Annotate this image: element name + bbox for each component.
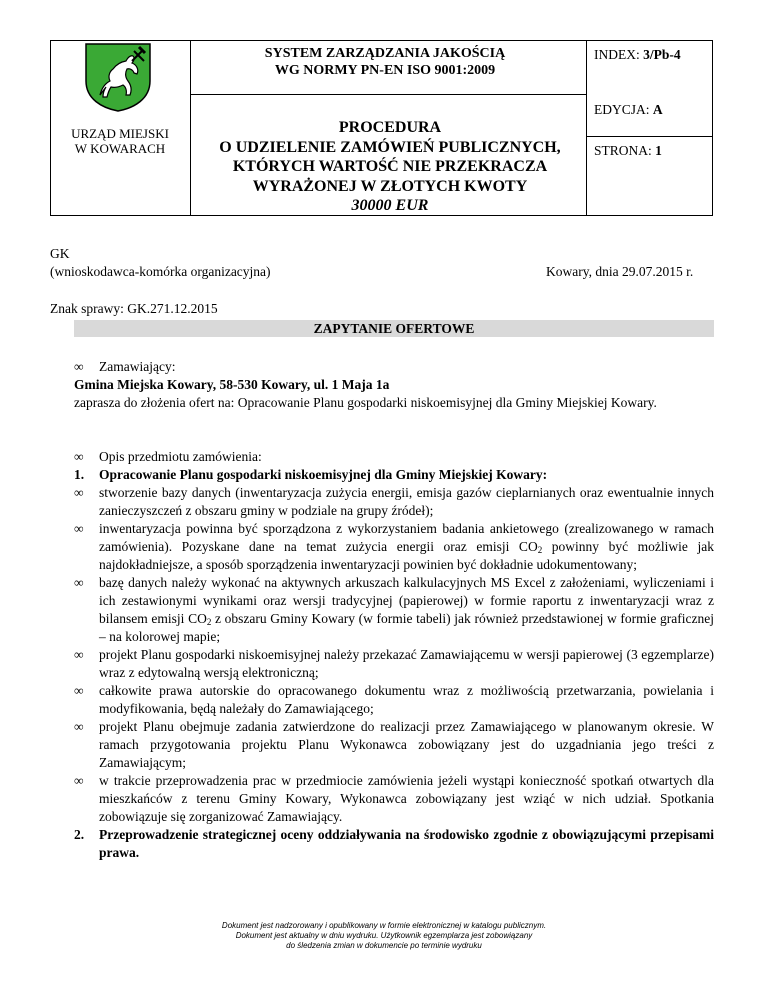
bullet-text-cont: z obszaru Gminy Kowary (w formie tabeli) jak również przedstawionej w formie graficznej – na kolorowej mapie; — [99, 611, 714, 644]
edition-cell — [594, 102, 663, 118]
bullet-text: bazę danych należy wykonać na aktywnych arkuszach kalkulacyjnych MS Excel z założeniami, wyliczeniami i ich zestawionymi wynikami oraz wersji tradycyjnej (papierowej) w formie raportu z inwentaryzacji wraz z bilansem emisji CO — [99, 575, 714, 626]
office-name — [52, 126, 188, 156]
place-date: Kowary, dnia 29.07.2015 r. — [546, 264, 694, 279]
index-value: 3/Pb-4 — [643, 47, 681, 62]
footer-line-3: do śledzenia zmian w dokumencie po terminie wydruku — [286, 941, 482, 950]
subscript: 2 — [537, 545, 543, 555]
invitation-text: zaprasza do złożenia ofert na: Opracowanie Planu gospodarki niskoemisyjnej dla Gminy Miejskiej Kowary. — [74, 395, 657, 410]
item-1-title: Opracowanie Planu gospodarki niskoemisyjnej dla Gminy Miejskiej Kowary: — [99, 467, 548, 482]
index-label: INDEX: — [594, 47, 644, 62]
system-line-2: WG NORMY PN-EN ISO 9001:2009 — [274, 63, 496, 78]
page-value: 1 — [655, 143, 662, 158]
case-number: Znak sprawy: GK.271.12.2015 — [50, 301, 218, 316]
procedure-amount: 30000 EUR — [351, 197, 429, 214]
edition-label: EDYCJA: — [594, 102, 653, 117]
procedure-line-2: O UDZIELENIE ZAMÓWIEŃ PUBLICZNYCH, — [219, 138, 561, 156]
index-cell — [594, 47, 681, 63]
list-item — [74, 574, 714, 646]
ordering-party-label: Zamawiający: — [99, 359, 176, 374]
procedure-line-3: KTÓRYCH WARTOŚĆ NIE PRZEKRACZA — [232, 158, 548, 175]
subject-list — [74, 448, 714, 826]
page-label: STRONA: — [594, 143, 656, 158]
document-title: ZAPYTANIE OFERTOWE — [74, 320, 714, 337]
system-title — [192, 45, 578, 79]
bullet-infinity-icon: ∞ — [74, 773, 84, 788]
subject-label: Opis przedmiotu zamówienia: — [99, 449, 262, 464]
procedure-line-1: PROCEDURA — [338, 119, 442, 136]
bullet-infinity-icon: ∞ — [74, 359, 84, 374]
bullet-infinity-icon: ∞ — [74, 647, 84, 662]
bullet-infinity-icon: ∞ — [74, 521, 84, 536]
bullet-text: stworzenie bazy danych (inwentaryzacja zużycia energii, emisja gazów cieplarnianych oraz ewentualnie innych zanieczyszczeń z obszaru gminy w podziale na grupy źródeł); — [99, 485, 714, 518]
bullet-infinity-icon: ∞ — [74, 719, 84, 734]
footer-line-2: Dokument jest aktualny w dniu wydruku. Użytkownik egzemplarza jest zobowiązany — [235, 931, 533, 940]
list-item — [74, 484, 714, 520]
list-item — [74, 466, 714, 484]
item-2-title: Przeprowadzenie strategicznej oceny oddziaływania na środowisko zgodnie z obowiązującymi przepisami prawa. — [99, 827, 714, 860]
unit-code: GK — [50, 246, 70, 261]
kowary-crest-logo — [82, 41, 154, 113]
page-footer — [0, 921, 768, 951]
list-item — [74, 718, 714, 772]
subject-list-2 — [74, 826, 714, 862]
item-number: 1. — [74, 467, 85, 482]
list-item — [74, 646, 714, 682]
bullet-text: inwentaryzacja powinna być sporządzona z wykorzystaniem badania ankietowego (zrealizowanego w ramach zamówienia). Pozyskane dane na temat zużycia energii oraz emisji CO — [99, 521, 714, 554]
procedure-title — [192, 118, 588, 216]
list-item — [74, 520, 714, 574]
bullet-text: w trakcie przeprowadzenia prac w przedmiocie zamówienia jeżeli wystąpi konieczność spotkań otwartych dla mieszkańców z terenu Gminy Kowary, Wykonawca zobowiązany jest wziąć w nich udział. Spotkania zobowiązuje się zorganizować Zamawiający. — [99, 773, 714, 824]
bullet-infinity-icon: ∞ — [74, 683, 84, 698]
intro-list — [74, 358, 714, 376]
bullet-text: projekt Planu obejmuje zadania zatwierdzone do realizacji przez Zamawiającego w planowanym okresie. W ramach przygotowania projektu Planu Wykonawca zobowiązany jest do uzgadniania jego treści z Zamawiającym; — [99, 719, 714, 770]
bullet-infinity-icon: ∞ — [74, 449, 84, 464]
list-item — [74, 826, 714, 862]
list-item — [74, 358, 714, 376]
ordering-party: Gmina Miejska Kowary, 58-530 Kowary, ul. 1 Maja 1a — [74, 377, 390, 392]
bullet-infinity-icon: ∞ — [74, 575, 84, 590]
procedure-line-4: WYRAŻONEJ W ZŁOTYCH KWOTY — [252, 177, 528, 195]
office-line-1: URZĄD MIEJSKI — [71, 126, 169, 141]
bullet-infinity-icon: ∞ — [74, 485, 84, 500]
bullet-text: całkowite prawa autorskie do opracowanego dokumentu wraz z możliwością przetwarzania, powielania i modyfikowania, będą należały do Zamawiającego; — [99, 683, 714, 716]
bullet-text-cont: powinny być możliwie jak najdokładniejsze, a sposób sporządzenia inwentaryzacji powinien być dokładnie udokumentowany; — [99, 539, 714, 572]
list-item — [74, 682, 714, 718]
unit-description: (wnioskodawca-komórka organizacyjna) — [50, 264, 271, 279]
list-item — [74, 448, 714, 466]
office-line-2: W KOWARACH — [74, 141, 166, 156]
list-item — [74, 772, 714, 826]
subscript: 2 — [206, 617, 212, 627]
footer-line-1: Dokument jest nadzorowany i opublikowany w formie elektronicznej w katalogu publicznym. — [221, 921, 547, 930]
bullet-text: projekt Planu gospodarki niskoemisyjnej należy przekazać Zamawiającemu w wersji papierowej (3 egzemplarze) wraz z edytowalną wersją elektroniczną; — [99, 647, 714, 680]
item-number: 2. — [74, 827, 85, 842]
edition-value: A — [652, 102, 663, 117]
page-cell — [594, 143, 662, 159]
system-line-1: SYSTEM ZARZĄDZANIA JAKOŚCIĄ — [264, 46, 506, 61]
